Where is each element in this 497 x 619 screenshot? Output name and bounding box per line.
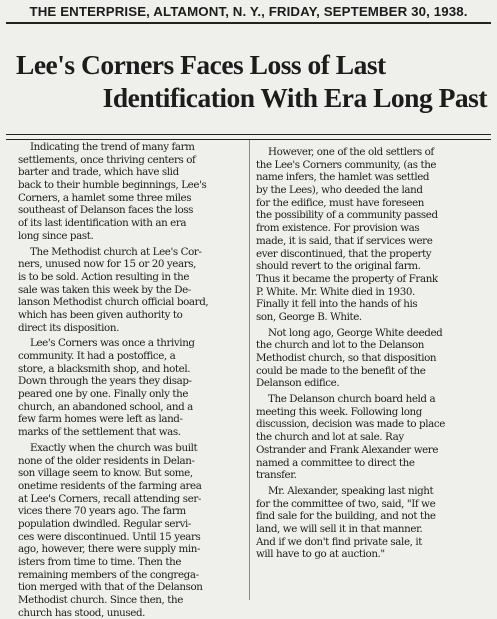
article-line: Not long ago, George White deeded <box>268 326 443 339</box>
article-line: the church and lot to the Delanson <box>256 339 424 352</box>
article-line: from existence. For provision was <box>256 222 420 235</box>
article-line: direct its disposition. <box>18 321 119 334</box>
article-line: the possibility of a community passed <box>256 209 438 222</box>
article-line: long since past. <box>18 229 94 242</box>
article-line: The Methodist church at Lee's Cor- <box>30 245 202 258</box>
article-line: church, an abandoned school, and a <box>18 400 193 413</box>
article-line: meeting this week. Following long <box>256 405 422 418</box>
article-line: ago, however, there were supply min- <box>18 543 201 556</box>
article-line: by the Lees), who deeded the land <box>256 184 423 197</box>
headline-rule-top <box>6 134 491 135</box>
article-line: The Delanson church board held a <box>268 393 436 406</box>
article-line: lanson Methodist church official board, <box>18 296 209 309</box>
article-line: sale was taken this week by the De- <box>18 283 191 296</box>
article-line: of its last identification with an era <box>18 217 187 230</box>
article-line: tion merged with that of the Delanson <box>18 581 203 594</box>
article-line: is to be sold. Action resulting in the <box>18 270 190 283</box>
article-line: marks of the settlement that was. <box>18 426 181 439</box>
article-line: remaining members of the congrega- <box>18 568 199 581</box>
article-line: ners, unused now for 15 or 20 years, <box>18 258 197 271</box>
article-line: store, a blacksmith shop, and hotel. <box>18 362 191 375</box>
article-line: land, we will sell it in that manner. <box>256 522 423 535</box>
article-line: son village seem to know. But some, <box>18 467 193 480</box>
article-line: onetime residents of the farming area <box>18 479 202 492</box>
article-line: And if we don't find private sale, it <box>256 535 423 548</box>
article-line: few farm homes were left as land- <box>18 413 183 426</box>
article-line: However, one of the old settlers of <box>268 146 434 158</box>
headline-line-2: Identification With Era Long Past <box>102 82 487 113</box>
article-line: Thus it became the property of Frank <box>256 272 438 285</box>
headline <box>6 48 492 114</box>
article-line: could be made to the benefit of the <box>256 364 426 377</box>
article-line: back to their humble beginnings, Lee's <box>18 179 207 192</box>
article-line: named a committee to direct the <box>256 456 415 469</box>
article-line: the church and lot at sale. Ray <box>256 431 404 444</box>
article-line: Ostrander and Frank Alexander were <box>256 443 439 456</box>
masthead: THE ENTERPRISE, ALTAMONT, N. Y., FRIDAY, SEPTEMBER 30, 1938. <box>29 4 468 19</box>
article-line: Corners, a hamlet some three miles <box>18 191 192 204</box>
article-line: ever discontinued, that the property <box>256 247 432 260</box>
article-line: should revert to the original farm. <box>256 260 421 273</box>
article-line: population dwindled. Regular servi- <box>18 517 192 530</box>
article-line: settlements, once thriving centers of <box>18 153 196 166</box>
article-line: made, it is said, that if services were <box>256 234 433 247</box>
article-line: the Lee's Corners community, (as the <box>256 158 437 171</box>
article-line: peared one by one. Finally only the <box>18 388 189 401</box>
article-line: find sale for the building, and not the <box>256 510 436 523</box>
article-line: for the edifice, must have foreseen <box>256 196 425 209</box>
article-column-left <box>18 141 244 619</box>
article-line: at Lee's Corners, recall attending ser- <box>18 492 201 505</box>
article-column-right <box>256 146 484 561</box>
article-line: Exactly when the church was built <box>30 441 198 454</box>
article-line: P. White. Mr. White died in 1930. <box>256 285 415 298</box>
article-line: will have to go at auction." <box>256 548 385 561</box>
article-line: church has stood, unused. <box>18 606 146 619</box>
article-line: none of the older residents in Delan- <box>18 454 195 467</box>
masthead-rule <box>6 22 491 24</box>
article-line: which has been given authority to <box>18 308 183 321</box>
column-divider <box>249 140 250 600</box>
article-line: ces were discontinued. Until 15 years <box>18 530 201 543</box>
article-line: transfer. <box>256 469 297 482</box>
article-line: Finally it fell into the hands of his <box>256 298 418 311</box>
article-line: vices there 70 years ago. The farm <box>18 505 186 518</box>
article-line: barter and trade, which have slid <box>18 166 179 179</box>
article-line: southeast of Delanson faces the loss <box>18 204 194 217</box>
article-line: for the committee of two, said, "If we <box>256 497 436 510</box>
article-line: son, George B. White. <box>256 310 362 323</box>
article-line: name infers, the hamlet was settled <box>256 171 430 184</box>
article-line: Delanson edifice. <box>256 377 340 390</box>
article-line: Methodist church, so that disposition <box>256 352 437 364</box>
article-line: Methodist church. Since then, the <box>18 594 183 607</box>
article-line: Indicating the trend of many farm <box>30 141 195 153</box>
article-line: discussion, decision was made to place <box>256 418 445 431</box>
article-line: Down through the years they disap- <box>18 375 192 388</box>
headline-line-1: Lee's Corners Faces Loss of Last <box>16 49 386 80</box>
article-line: community. It had a postoffice, a <box>18 350 176 362</box>
article-line: Lee's Corners was once a thriving <box>30 337 195 350</box>
article-line: Mr. Alexander, speaking last night <box>268 484 434 497</box>
article-line: isters from time to time. Then the <box>18 556 182 568</box>
